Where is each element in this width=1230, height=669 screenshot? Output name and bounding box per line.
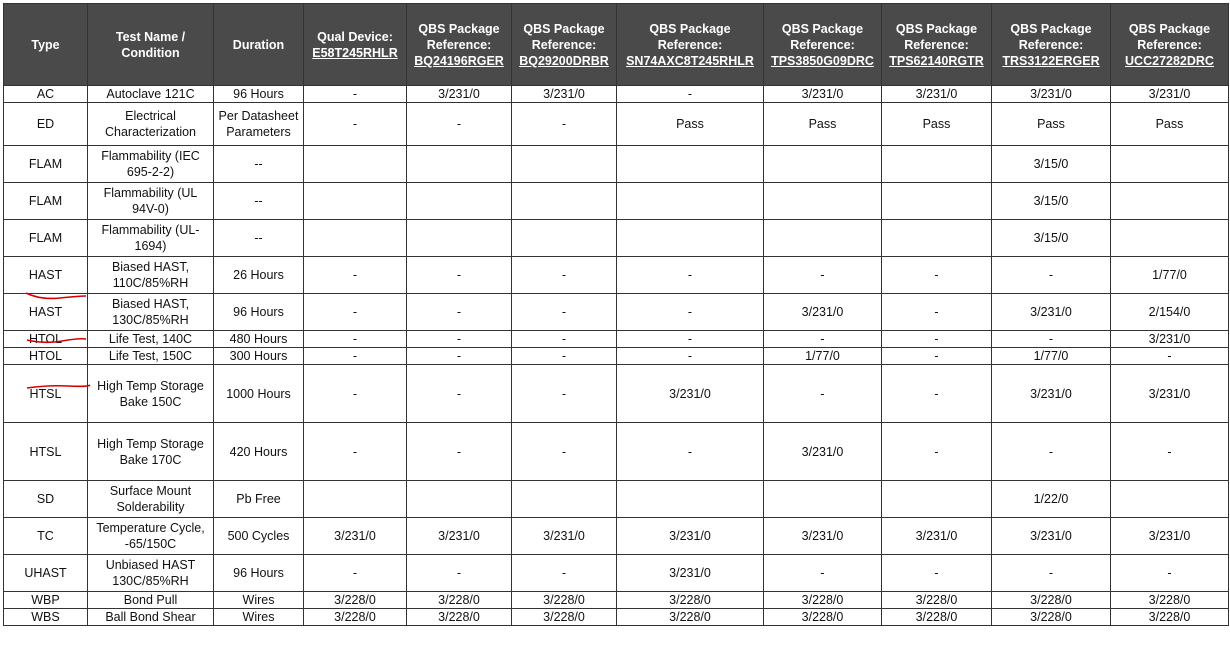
- column-header-1: [88, 4, 214, 86]
- result-cell: [882, 146, 992, 183]
- duration-cell: Pb Free: [214, 481, 304, 518]
- result-cell: -: [617, 294, 764, 331]
- result-cell: 3/15/0: [992, 183, 1111, 220]
- result-cell: [764, 481, 882, 518]
- result-cell: [1111, 481, 1229, 518]
- column-header-label: QBS Package Reference:: [418, 21, 500, 52]
- type-cell: TC: [4, 518, 88, 555]
- table-row: [4, 103, 1229, 146]
- column-header-label: QBS Package Reference:: [523, 21, 605, 52]
- result-cell: -: [407, 331, 512, 348]
- result-cell: [617, 146, 764, 183]
- result-cell: 3/228/0: [617, 592, 764, 609]
- result-cell: [1111, 183, 1229, 220]
- type-cell: HTSL: [4, 423, 88, 481]
- result-cell: 3/231/0: [764, 423, 882, 481]
- duration-cell: Wires: [214, 592, 304, 609]
- test-name-cell: Unbiased HAST 130C/85%RH: [88, 555, 214, 592]
- result-cell: Pass: [1111, 103, 1229, 146]
- result-cell: 3/228/0: [764, 592, 882, 609]
- result-cell: 3/231/0: [992, 294, 1111, 331]
- table-row: [4, 183, 1229, 220]
- result-cell: 3/231/0: [882, 86, 992, 103]
- package-reference-link[interactable]: SN74AXC8T245RHLR: [626, 53, 754, 68]
- type-cell: UHAST: [4, 555, 88, 592]
- type-cell: WBS: [4, 609, 88, 626]
- result-cell: [304, 183, 407, 220]
- result-cell: -: [407, 257, 512, 294]
- test-name-cell: Electrical Characterization: [88, 103, 214, 146]
- result-cell: -: [764, 555, 882, 592]
- test-name-cell: Flammability (IEC 695-2-2): [88, 146, 214, 183]
- result-cell: 1/77/0: [764, 348, 882, 365]
- column-header-label: QBS Package Reference:: [1010, 21, 1092, 52]
- result-cell: [304, 146, 407, 183]
- result-cell: -: [512, 423, 617, 481]
- result-cell: -: [882, 257, 992, 294]
- table-row: [4, 555, 1229, 592]
- column-header-label: Type: [31, 37, 60, 52]
- result-cell: [764, 183, 882, 220]
- type-cell: FLAM: [4, 146, 88, 183]
- test-name-cell: Flammability (UL-1694): [88, 220, 214, 257]
- column-header-label: Test Name / Condition: [115, 29, 186, 60]
- duration-cell: --: [214, 183, 304, 220]
- result-cell: [512, 183, 617, 220]
- result-cell: 3/228/0: [512, 592, 617, 609]
- result-cell: [882, 481, 992, 518]
- result-cell: 1/77/0: [1111, 257, 1229, 294]
- result-cell: -: [407, 294, 512, 331]
- table-row: [4, 423, 1229, 481]
- result-cell: 3/228/0: [512, 609, 617, 626]
- result-cell: -: [407, 103, 512, 146]
- package-reference-link[interactable]: BQ24196RGER: [414, 53, 504, 68]
- result-cell: 3/228/0: [304, 592, 407, 609]
- table-row: [4, 609, 1229, 626]
- result-cell: 3/15/0: [992, 220, 1111, 257]
- type-cell: AC: [4, 86, 88, 103]
- table-row: [4, 348, 1229, 365]
- result-cell: -: [407, 365, 512, 423]
- result-cell: -: [512, 103, 617, 146]
- result-cell: -: [304, 257, 407, 294]
- column-header-label: QBS Package Reference:: [895, 21, 978, 52]
- test-name-cell: High Temp Storage Bake 150C: [88, 365, 214, 423]
- result-cell: -: [992, 423, 1111, 481]
- result-cell: Pass: [992, 103, 1111, 146]
- result-cell: [512, 220, 617, 257]
- test-name-cell: Flammability (UL 94V-0): [88, 183, 214, 220]
- column-header-8: [882, 4, 992, 86]
- column-header-label: QBS Package Reference:: [781, 21, 864, 52]
- duration-cell: 300 Hours: [214, 348, 304, 365]
- package-reference-link[interactable]: TRS3122ERGER: [1002, 53, 1100, 68]
- table-row: [4, 146, 1229, 183]
- type-cell: SD: [4, 481, 88, 518]
- result-cell: -: [617, 86, 764, 103]
- result-cell: 2/154/0: [1111, 294, 1229, 331]
- result-cell: 3/228/0: [1111, 592, 1229, 609]
- result-cell: -: [512, 348, 617, 365]
- result-cell: -: [304, 348, 407, 365]
- type-cell: WBP: [4, 592, 88, 609]
- result-cell: 3/231/0: [764, 86, 882, 103]
- table-row: [4, 481, 1229, 518]
- type-cell: HAST: [4, 257, 88, 294]
- duration-cell: 96 Hours: [214, 294, 304, 331]
- duration-cell: 420 Hours: [214, 423, 304, 481]
- test-name-cell: High Temp Storage Bake 170C: [88, 423, 214, 481]
- type-cell: HTOL: [4, 348, 88, 365]
- result-cell: [617, 481, 764, 518]
- result-cell: [1111, 146, 1229, 183]
- result-cell: -: [304, 423, 407, 481]
- duration-cell: 1000 Hours: [214, 365, 304, 423]
- result-cell: 3/231/0: [1111, 518, 1229, 555]
- test-name-cell: Surface Mount Solderability: [88, 481, 214, 518]
- result-cell: -: [1111, 423, 1229, 481]
- duration-cell: Wires: [214, 609, 304, 626]
- result-cell: 3/231/0: [617, 518, 764, 555]
- result-cell: -: [764, 257, 882, 294]
- result-cell: 3/228/0: [304, 609, 407, 626]
- column-header-2: [214, 4, 304, 86]
- test-name-cell: Temperature Cycle, -65/150C: [88, 518, 214, 555]
- result-cell: [1111, 220, 1229, 257]
- duration-cell: 480 Hours: [214, 331, 304, 348]
- result-cell: 1/22/0: [992, 481, 1111, 518]
- result-cell: 3/228/0: [992, 592, 1111, 609]
- result-cell: -: [617, 423, 764, 481]
- result-cell: -: [512, 294, 617, 331]
- result-cell: 3/228/0: [407, 609, 512, 626]
- result-cell: 3/231/0: [1111, 365, 1229, 423]
- table-row: [4, 331, 1229, 348]
- result-cell: -: [882, 423, 992, 481]
- column-header-7: [764, 4, 882, 86]
- test-name-cell: Biased HAST, 130C/85%RH: [88, 294, 214, 331]
- result-cell: 3/228/0: [882, 609, 992, 626]
- type-cell: FLAM: [4, 220, 88, 257]
- package-reference-link[interactable]: TPS62140RGTR: [889, 53, 984, 68]
- table-row: [4, 220, 1229, 257]
- result-cell: -: [882, 348, 992, 365]
- result-cell: 3/231/0: [407, 518, 512, 555]
- table-row: [4, 257, 1229, 294]
- duration-cell: --: [214, 146, 304, 183]
- result-cell: 1/77/0: [992, 348, 1111, 365]
- result-cell: 3/228/0: [407, 592, 512, 609]
- table-row: [4, 86, 1229, 103]
- result-cell: -: [407, 423, 512, 481]
- table-row: [4, 294, 1229, 331]
- result-cell: [617, 220, 764, 257]
- column-header-4: [407, 4, 512, 86]
- column-header-0: [4, 4, 88, 86]
- result-cell: -: [882, 294, 992, 331]
- result-cell: 3/228/0: [1111, 609, 1229, 626]
- result-cell: -: [512, 331, 617, 348]
- result-cell: -: [1111, 348, 1229, 365]
- table-body: [4, 86, 1229, 626]
- header-row: [4, 4, 1229, 86]
- result-cell: 3/231/0: [617, 365, 764, 423]
- test-name-cell: Life Test, 150C: [88, 348, 214, 365]
- result-cell: -: [304, 86, 407, 103]
- result-cell: 3/231/0: [407, 86, 512, 103]
- test-name-cell: Autoclave 121C: [88, 86, 214, 103]
- test-name-cell: Biased HAST, 110C/85%RH: [88, 257, 214, 294]
- result-cell: [764, 146, 882, 183]
- result-cell: -: [304, 555, 407, 592]
- result-cell: 3/228/0: [882, 592, 992, 609]
- result-cell: 3/15/0: [992, 146, 1111, 183]
- result-cell: 3/231/0: [1111, 86, 1229, 103]
- test-name-cell: Life Test, 140C: [88, 331, 214, 348]
- result-cell: 3/228/0: [764, 609, 882, 626]
- result-cell: 3/231/0: [992, 365, 1111, 423]
- result-cell: -: [304, 331, 407, 348]
- result-cell: -: [617, 257, 764, 294]
- test-name-cell: Bond Pull: [88, 592, 214, 609]
- result-cell: [407, 183, 512, 220]
- result-cell: Pass: [617, 103, 764, 146]
- column-header-label: QBS Package Reference:: [649, 21, 731, 52]
- column-header-9: [992, 4, 1111, 86]
- column-header-10: [1111, 4, 1229, 86]
- table-row: [4, 592, 1229, 609]
- result-cell: -: [512, 257, 617, 294]
- duration-cell: --: [214, 220, 304, 257]
- result-cell: 3/231/0: [764, 294, 882, 331]
- result-cell: -: [1111, 555, 1229, 592]
- duration-cell: 500 Cycles: [214, 518, 304, 555]
- result-cell: -: [992, 331, 1111, 348]
- column-header-5: [512, 4, 617, 86]
- result-cell: 3/231/0: [512, 86, 617, 103]
- result-cell: 3/231/0: [617, 555, 764, 592]
- result-cell: -: [882, 555, 992, 592]
- column-header-label: Duration: [232, 37, 285, 52]
- duration-cell: 26 Hours: [214, 257, 304, 294]
- result-cell: -: [304, 103, 407, 146]
- result-cell: Pass: [764, 103, 882, 146]
- result-cell: 3/231/0: [304, 518, 407, 555]
- result-cell: [407, 220, 512, 257]
- result-cell: -: [304, 294, 407, 331]
- package-reference-link[interactable]: TPS3850G09DRC: [771, 53, 874, 68]
- result-cell: -: [512, 365, 617, 423]
- result-cell: [512, 146, 617, 183]
- result-cell: -: [764, 331, 882, 348]
- package-reference-link[interactable]: E58T245RHLR: [312, 45, 398, 60]
- type-cell: FLAM: [4, 183, 88, 220]
- result-cell: [512, 481, 617, 518]
- result-cell: -: [407, 555, 512, 592]
- result-cell: [882, 183, 992, 220]
- result-cell: 3/231/0: [1111, 331, 1229, 348]
- result-cell: 3/231/0: [992, 518, 1111, 555]
- test-name-cell: Ball Bond Shear: [88, 609, 214, 626]
- package-reference-link[interactable]: BQ29200DRBR: [519, 53, 609, 68]
- result-cell: -: [992, 257, 1111, 294]
- result-cell: [304, 481, 407, 518]
- result-cell: [764, 220, 882, 257]
- result-cell: [407, 481, 512, 518]
- type-cell: HTOL: [4, 331, 88, 348]
- column-header-label: QBS Package Reference:: [1128, 21, 1211, 52]
- result-cell: 3/231/0: [882, 518, 992, 555]
- package-reference-link[interactable]: UCC27282DRC: [1125, 53, 1214, 68]
- type-cell: HTSL: [4, 365, 88, 423]
- result-cell: 3/228/0: [617, 609, 764, 626]
- result-cell: -: [764, 365, 882, 423]
- type-cell: ED: [4, 103, 88, 146]
- result-cell: [882, 220, 992, 257]
- result-cell: 3/231/0: [992, 86, 1111, 103]
- result-cell: -: [882, 331, 992, 348]
- column-header-3: [304, 4, 407, 86]
- result-cell: -: [304, 365, 407, 423]
- result-cell: -: [882, 365, 992, 423]
- result-cell: Pass: [882, 103, 992, 146]
- result-cell: [304, 220, 407, 257]
- result-cell: [407, 146, 512, 183]
- duration-cell: 96 Hours: [214, 86, 304, 103]
- type-cell: HAST: [4, 294, 88, 331]
- result-cell: [617, 183, 764, 220]
- qualification-table: [3, 3, 1229, 626]
- table-row: [4, 365, 1229, 423]
- result-cell: -: [617, 348, 764, 365]
- duration-cell: 96 Hours: [214, 555, 304, 592]
- column-header-6: [617, 4, 764, 86]
- result-cell: 3/231/0: [764, 518, 882, 555]
- table-row: [4, 518, 1229, 555]
- duration-cell: Per Datasheet Parameters: [214, 103, 304, 146]
- result-cell: -: [512, 555, 617, 592]
- result-cell: -: [407, 348, 512, 365]
- result-cell: -: [992, 555, 1111, 592]
- result-cell: 3/231/0: [512, 518, 617, 555]
- result-cell: -: [617, 331, 764, 348]
- column-header-label: Qual Device:: [317, 29, 393, 44]
- result-cell: 3/228/0: [992, 609, 1111, 626]
